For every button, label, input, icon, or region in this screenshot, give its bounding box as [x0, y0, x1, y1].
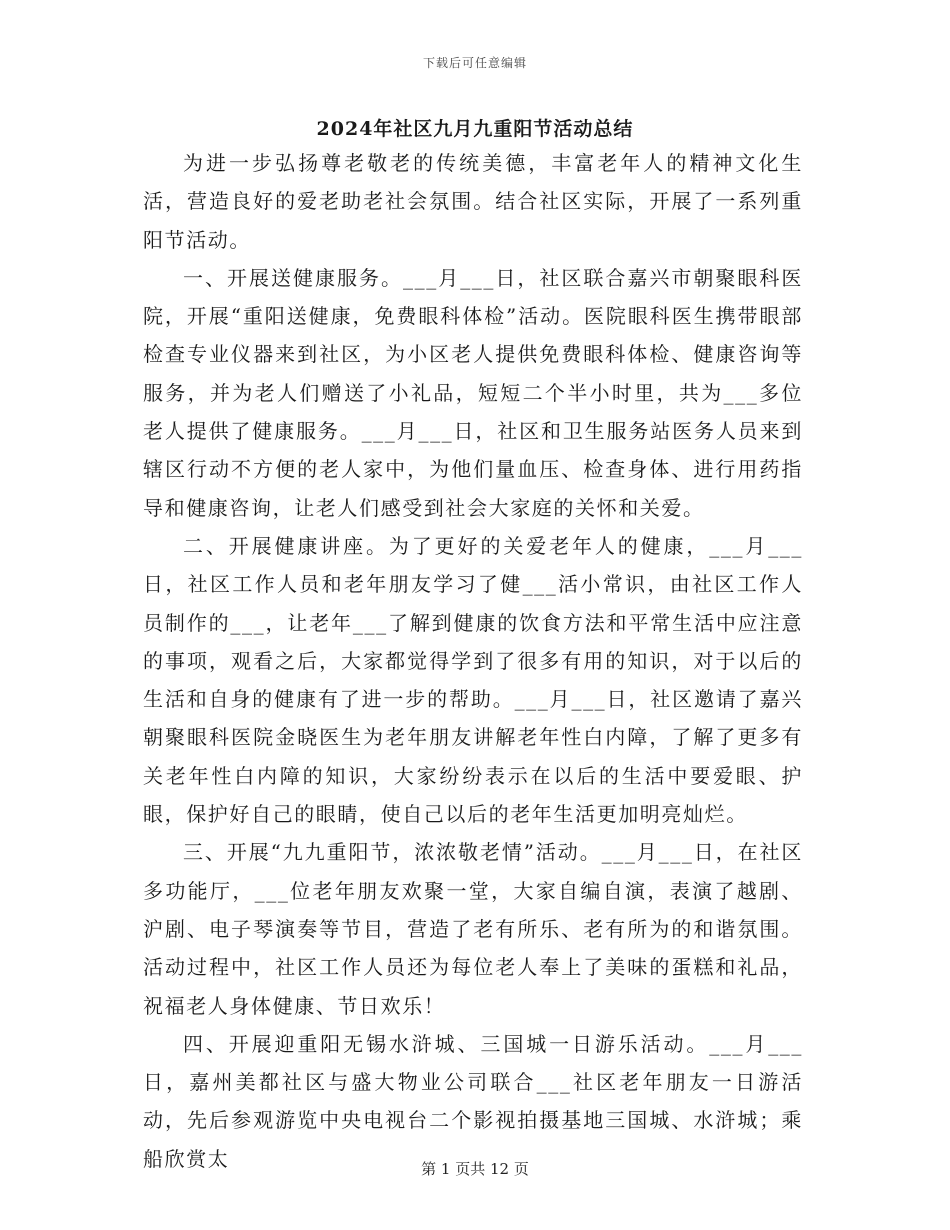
- section-4-paragraph: 四、开展迎重阳无锡水浒城、三国城一日游乐活动。___月___日，嘉州美都社区与盛大物业公司联合___社区老年朋友一日游活动，先后参观游览中央电视台二个影视拍摄基地三国城、水浒城；乘船欣赏太: [143, 1031, 803, 1171]
- section-2-paragraph: 二、开展健康讲座。为了更好的关爱老年人的健康，___月___日，社区工作人员和老年朋友学习了健___活小常识，由社区工作人员制作的___，让老年___了解到健康的饮食方法和平常生活中应注意的事项，观看之后，大家都觉得学到了很多有用的知识，对于以后的生活和自身的健康有了进一步的帮助。___月___日，社区邀请了嘉兴朝聚眼科医院金晓医生为老年朋友讲解老年性白内障，了解了更多有关老年性白内障的知识，大家纷纷表示在以后的生活中要爱眼、护眼，保护好自己的眼睛，使自己以后的老年生活更加明亮灿烂。: [143, 533, 803, 827]
- page-number-footer: 第 1 页共 12 页: [421, 1160, 529, 1178]
- intro-paragraph: 为进一步弘扬尊老敬老的传统美德，丰富老年人的精神文化生活，营造良好的爱老助老社会氛围。结合社区实际，开展了一系列重阳节活动。: [143, 151, 803, 252]
- document-title: 2024年社区九月九重阳节活动总结: [316, 118, 634, 140]
- section-1-paragraph: 一、开展送健康服务。___月___日，社区联合嘉兴市朝聚眼科医院，开展“重阳送健康，免费眼科体检”活动。医院眼科医生携带眼部检查专业仪器来到社区，为小区老人提供免费眼科体检、健康咨询等服务，并为老人们赠送了小礼品，短短二个半小时里，共为___多位老人提供了健康服务。___月___日，社区和卫生服务站医务人员来到辖区行动不方便的老人家中，为他们量血压、检查身体、进行用药指导和健康咨询，让老人们感受到社会大家庭的关怀和关爱。: [143, 265, 803, 520]
- document-body: [143, 144, 803, 1178]
- page-header-note: 下载后可任意编辑: [422, 56, 527, 70]
- section-3-paragraph: 三、开展“九九重阳节，浓浓敬老情”活动。___月___日，在社区多功能厅，___位老年朋友欢聚一堂，大家自编自演，表演了越剧、沪剧、电子琴演奏等节目，营造了老有所乐、老有所为的和谐氛围。活动过程中，社区工作人员还为每位老人奉上了美味的蛋糕和礼品，祝福老人身体健康、节日欢乐！: [143, 840, 803, 1018]
